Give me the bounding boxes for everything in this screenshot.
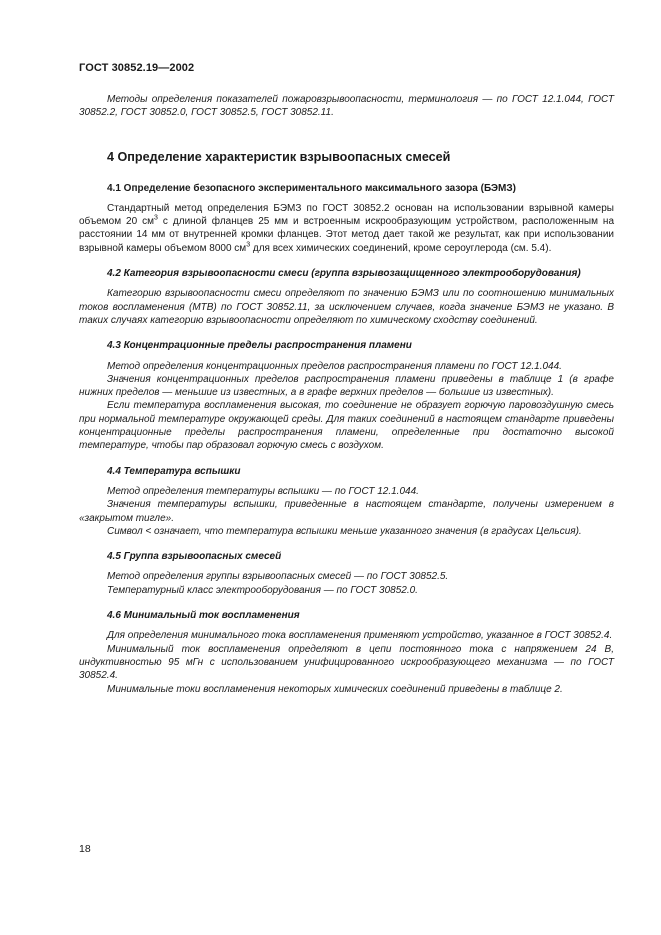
subsection-4-4-paragraph-1: Метод определения температуры вспышки — по ГОСТ 12.1.044. [107, 485, 419, 497]
subsection-4-6-paragraph-2: Минимальный ток воспламенения определяют в цепи постоянного тока с напряжением 24 В, индуктивностью 95 мГн с использованием унифицированного искрообразующего механизма — по ГОСТ 30852.4. [79, 643, 614, 682]
subsection-4-5-paragraph-2: Температурный класс электрооборудования — по ГОСТ 30852.0. [107, 584, 418, 596]
subsection-4-3-paragraph-2: Значения концентрационных пределов распространения пламени приведены в таблице 1 (в графе нижних пределов — меньшие из известных, а в графе верхних пределов — большие из известных). [79, 373, 614, 399]
subsection-4-1-heading: 4.1 Определение безопасного экспериментального максимального зазора (БЭМЗ) [107, 182, 516, 194]
subsection-4-5-heading: 4.5 Группа взрывоопасных смесей [107, 551, 282, 563]
subsection-4-2-heading: 4.2 Категория взрывоопасности смеси (группа взрывозащищенного электрооборудования) [107, 268, 581, 280]
subsection-4-5-paragraph-1: Метод определения группы взрывоопасных смесей — по ГОСТ 30852.5. [107, 571, 449, 583]
section-4-heading: 4 Определение характеристик взрывоопасных смесей [107, 149, 451, 164]
subsection-4-1-paragraph: Стандартный метод определения БЭМЗ по ГОСТ 30852.2 основан на использовании взрывной камеры объемом 20 $см^3$ с длиной фланцев 25 мм и встроенным искрообразующим устройством, расположенным на расстоянии 14 мм от внутренней кромки фланцев. Этот метод дает такой же результат, как при использовании взрывной камеры объемом 8000 $см^3$ для всех химических соединений, кроме сероуглерода (см. 5.4). [79, 202, 615, 254]
document-id-header: ГОСТ 30852.19—2002 [79, 62, 195, 74]
subsection-4-6-paragraph-1: Для определения минимального тока воспламенения применяют устройство, указанное в ГОСТ 30852.4. [107, 630, 613, 642]
intro-paragraph: Методы определения показателей пожаровзрывоопасности, терминология — по ГОСТ 12.1.044, ГОСТ 30852.2, ГОСТ 30852.0, ГОСТ 30852.5, ГОСТ 30852.11. [79, 94, 614, 119]
subsection-4-3-paragraph-3: Если температура воспламенения высокая, то соединение не образует горючую паровоздушную смесь при нормальной температуре окружающей среды. Для таких соединений в настоящем стандарте приведены концентрационные пределы распространения пламени, определенные при достаточно высокой температуре, чтобы пар образовал горючую смесь с воздухом. [79, 400, 614, 452]
page-number: 18 [79, 843, 91, 855]
subsection-4-2-paragraph: Категорию взрывоопасности смеси определяют по значению БЭМЗ или по соотношению минимальных токов воспламенения (МТВ) по ГОСТ 30852.11, за исключением случаев, когда значение БЭМЗ не указано. В таких случаях категорию взрывоопасности определяют по химическому сходству соединений. [79, 288, 614, 326]
subsection-4-6-paragraph-3: Минимальные токи воспламенения некоторых химических соединений приведены в таблице 2. [107, 683, 563, 695]
subsection-4-6-heading: 4.6 Минимальный ток воспламенения [107, 610, 300, 622]
subsection-4-4-paragraph-2: Значения температуры вспышки, приведенные в настоящем стандарте, получены измерением в «закрытом тигле». [79, 499, 614, 524]
subsection-4-4-paragraph-3: Символ < означает, что температура вспышки меньше указанного значения (в градусах Цельсия). [107, 525, 582, 537]
page-content [79, 93, 614, 696]
subsection-4-4-heading: 4.4 Температура вспышки [107, 465, 241, 477]
subsection-4-3-paragraph-1: Метод определения концентрационных пределов распространения пламени по ГОСТ 12.1.044. [107, 360, 562, 372]
subsection-4-3-heading: 4.3 Концентрационные пределы распространения пламени [107, 340, 412, 352]
